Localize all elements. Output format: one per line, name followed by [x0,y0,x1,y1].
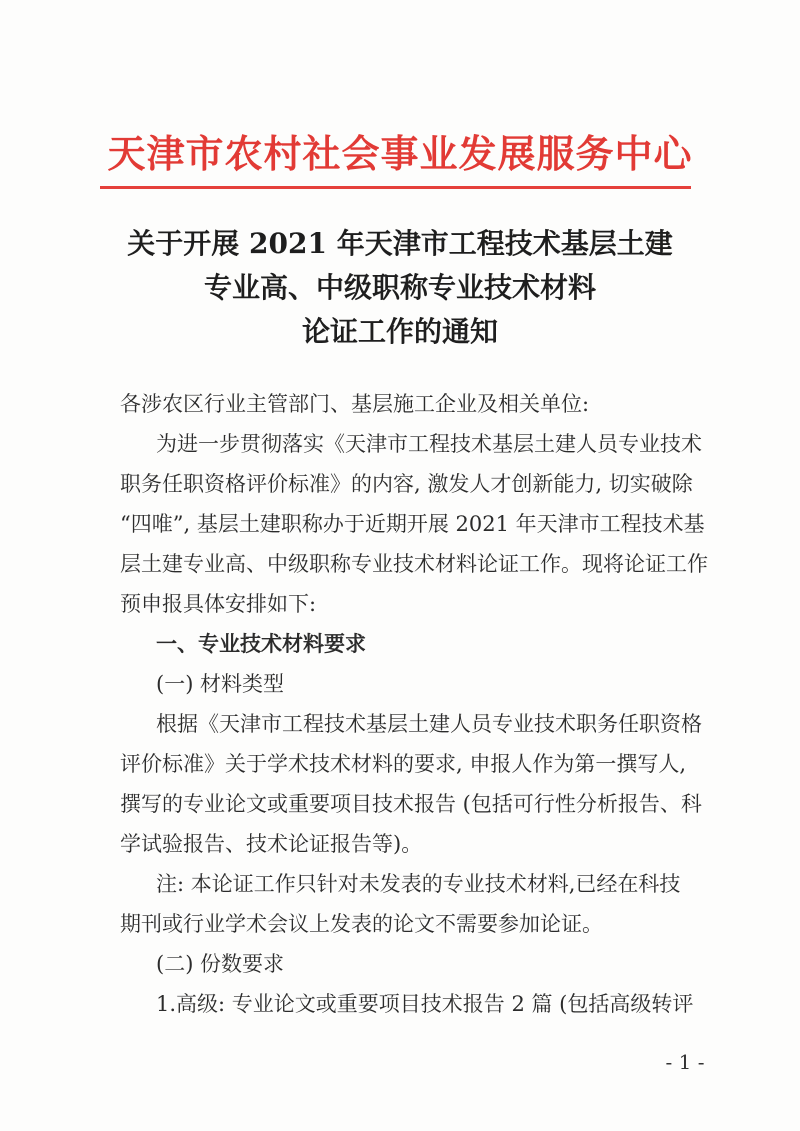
page-number: - 1 - [665,1050,705,1074]
intro-line-4: 层土建专业高、中级职称专业技术材料论证工作。现将论证工作 [120,552,708,576]
subsection-2-heading: (二) 份数要求 [156,952,285,976]
note-line-2: 期刊或行业学术会议上发表的论文不需要参加论证。 [120,912,603,936]
intro-line-1: 为进一步贯彻落实《天津市工程技术基层土建人员专业技术 [156,432,702,456]
subsection-1-heading: (一) 材料类型 [156,672,285,696]
intro-line-3: “四唯”, 基层土建职称办于近期开展 2021 年天津市工程技术基 [120,512,705,536]
note-line-1: 注: 本论证工作只针对未发表的专业技术材料,已经在科技 [156,872,681,896]
title-line-1: 关于开展 2021 年天津市工程技术基层土建 [127,227,673,260]
title-line-2: 专业高、中级职称专业技术材料 [203,271,596,304]
notice-body [120,384,706,1024]
section-1-heading: 一、专业技术材料要求 [156,632,366,656]
intro-line-5: 预申报具体安排如下: [120,592,317,616]
subsection-1-line-4: 学试验报告、技术论证报告等)。 [120,832,423,856]
red-divider-rule [100,186,691,189]
item-1-line: 1.高级: 专业论文或重要项目技术报告 2 篇 (包括高级转评 [156,992,694,1016]
notice-title [0,222,800,354]
salutation: 各涉农区行业主管部门、基层施工企业及相关单位: [120,392,590,416]
organization-header: 天津市农村社会事业发展服务中心 [107,131,693,176]
title-line-3: 论证工作的通知 [301,315,498,348]
subsection-1-line-2: 评价标准》关于学术技术材料的要求, 申报人作为第一撰写人, [120,752,687,776]
subsection-1-line-1: 根据《天津市工程技术基层土建人员专业技术职务任职资格 [156,712,702,736]
intro-line-2: 职务任职资格评价标准》的内容, 激发人才创新能力, 切实破除 [120,472,693,496]
subsection-1-line-3: 撰写的专业论文或重要项目技术报告 (包括可行性分析报告、科 [120,792,702,816]
